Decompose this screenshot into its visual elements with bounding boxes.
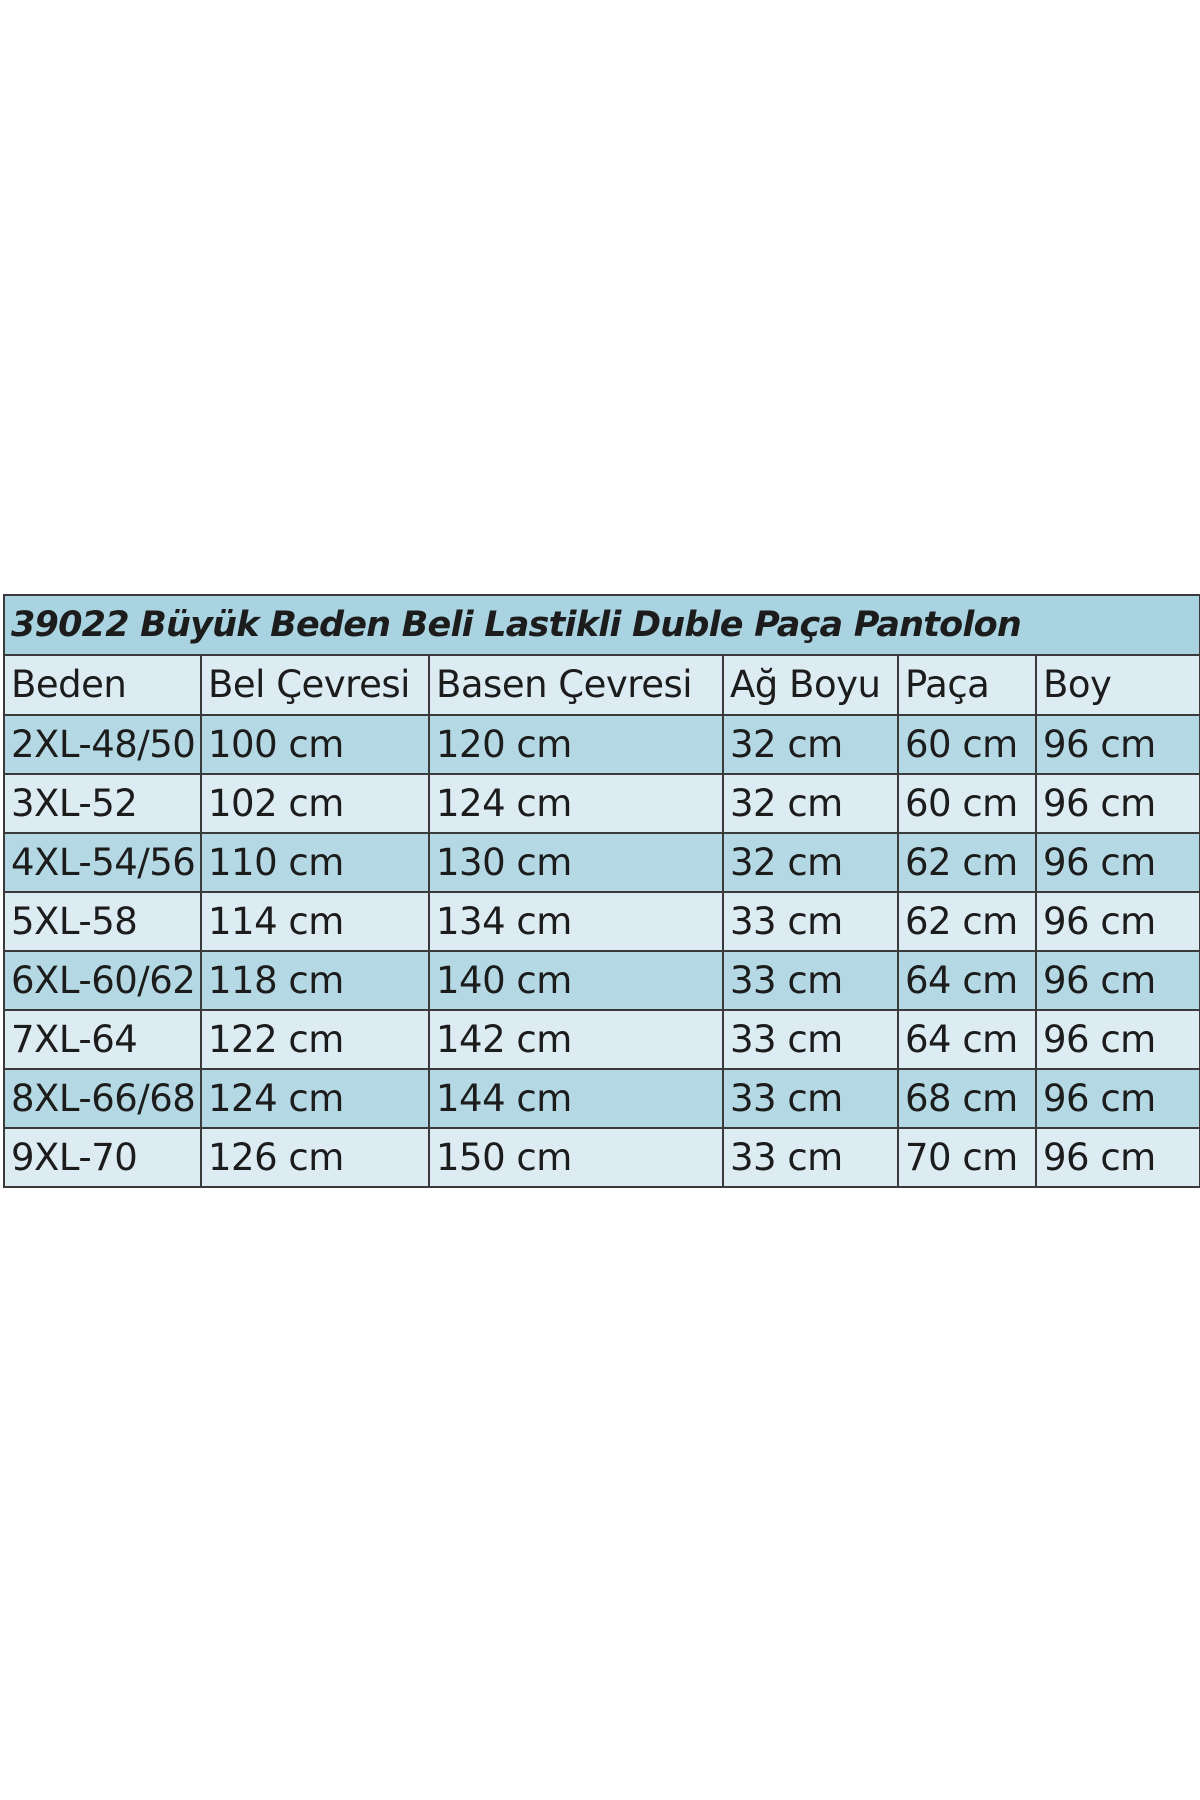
table-cell: 64 cm bbox=[898, 1010, 1036, 1069]
table-cell: 96 cm bbox=[1036, 1069, 1200, 1128]
table-row bbox=[4, 833, 1200, 892]
header-cell-basen-cevresi: Basen Çevresi bbox=[429, 655, 723, 715]
header-cell-bel-cevresi: Bel Çevresi bbox=[201, 655, 429, 715]
table-cell: 33 cm bbox=[723, 1010, 898, 1069]
table-cell: 7XL-64 bbox=[4, 1010, 201, 1069]
table-header-row bbox=[4, 655, 1200, 715]
table-cell: 144 cm bbox=[429, 1069, 723, 1128]
table-cell: 96 cm bbox=[1036, 715, 1200, 774]
table-cell: 62 cm bbox=[898, 833, 1036, 892]
table-cell: 114 cm bbox=[201, 892, 429, 951]
table-cell: 102 cm bbox=[201, 774, 429, 833]
table-cell: 150 cm bbox=[429, 1128, 723, 1187]
size-chart-body bbox=[4, 595, 1200, 1187]
table-cell: 60 cm bbox=[898, 715, 1036, 774]
table-cell: 8XL-66/68 bbox=[4, 1069, 201, 1128]
table-cell: 96 cm bbox=[1036, 951, 1200, 1010]
header-cell-ag-boyu: Ağ Boyu bbox=[723, 655, 898, 715]
table-title-row bbox=[4, 595, 1200, 655]
table-row bbox=[4, 892, 1200, 951]
table-cell: 32 cm bbox=[723, 715, 898, 774]
table-cell: 96 cm bbox=[1036, 1128, 1200, 1187]
table-cell: 9XL-70 bbox=[4, 1128, 201, 1187]
table-cell: 68 cm bbox=[898, 1069, 1036, 1128]
table-cell: 32 cm bbox=[723, 774, 898, 833]
table-row bbox=[4, 1010, 1200, 1069]
table-cell: 100 cm bbox=[201, 715, 429, 774]
table-row bbox=[4, 1069, 1200, 1128]
table-row bbox=[4, 951, 1200, 1010]
table-cell: 124 cm bbox=[429, 774, 723, 833]
table-title: 39022 Büyük Beden Beli Lastikli Duble Paça Pantolon bbox=[4, 595, 1200, 655]
table-cell: 6XL-60/62 bbox=[4, 951, 201, 1010]
table-cell: 62 cm bbox=[898, 892, 1036, 951]
table-cell: 124 cm bbox=[201, 1069, 429, 1128]
table-cell: 60 cm bbox=[898, 774, 1036, 833]
header-cell-boy: Boy bbox=[1036, 655, 1200, 715]
table-cell: 33 cm bbox=[723, 951, 898, 1010]
table-cell: 96 cm bbox=[1036, 833, 1200, 892]
table-row bbox=[4, 715, 1200, 774]
table-cell: 130 cm bbox=[429, 833, 723, 892]
table-cell: 96 cm bbox=[1036, 774, 1200, 833]
table-cell: 118 cm bbox=[201, 951, 429, 1010]
table-cell: 96 cm bbox=[1036, 1010, 1200, 1069]
table-cell: 32 cm bbox=[723, 833, 898, 892]
size-chart-table bbox=[3, 594, 1200, 1188]
table-cell: 33 cm bbox=[723, 1069, 898, 1128]
table-cell: 140 cm bbox=[429, 951, 723, 1010]
table-cell: 120 cm bbox=[429, 715, 723, 774]
table-cell: 142 cm bbox=[429, 1010, 723, 1069]
table-cell: 3XL-52 bbox=[4, 774, 201, 833]
header-cell-paca: Paça bbox=[898, 655, 1036, 715]
table-cell: 110 cm bbox=[201, 833, 429, 892]
table-cell: 126 cm bbox=[201, 1128, 429, 1187]
table-cell: 134 cm bbox=[429, 892, 723, 951]
header-cell-beden: Beden bbox=[4, 655, 201, 715]
table-cell: 4XL-54/56 bbox=[4, 833, 201, 892]
table-cell: 5XL-58 bbox=[4, 892, 201, 951]
table-cell: 96 cm bbox=[1036, 892, 1200, 951]
table-cell: 33 cm bbox=[723, 892, 898, 951]
table-cell: 33 cm bbox=[723, 1128, 898, 1187]
table-cell: 122 cm bbox=[201, 1010, 429, 1069]
table-cell: 70 cm bbox=[898, 1128, 1036, 1187]
table-row bbox=[4, 1128, 1200, 1187]
table-cell: 2XL-48/50 bbox=[4, 715, 201, 774]
table-row bbox=[4, 774, 1200, 833]
table-cell: 64 cm bbox=[898, 951, 1036, 1010]
